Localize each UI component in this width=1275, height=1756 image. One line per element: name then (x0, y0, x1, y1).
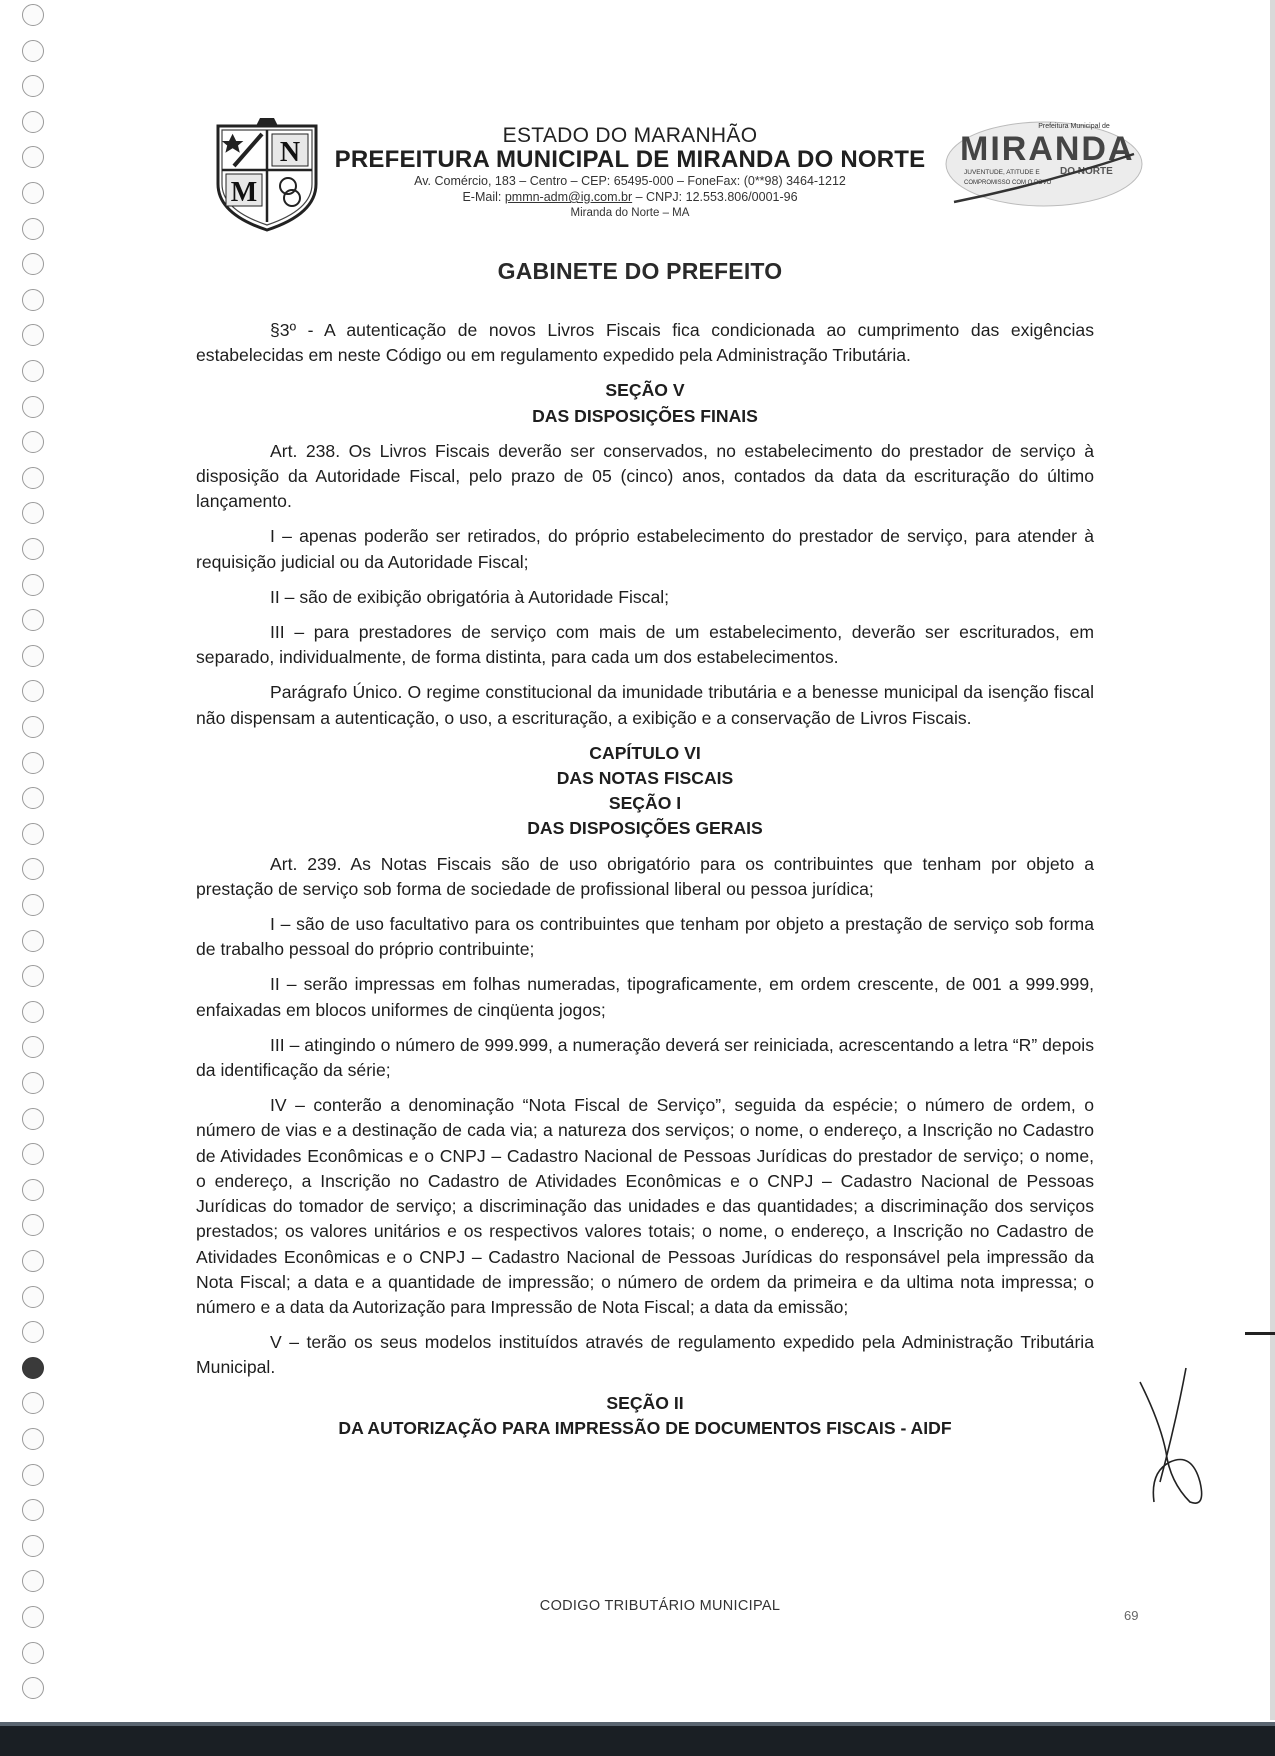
binder-hole (22, 146, 44, 168)
art-239-item-iii: III – atingindo o número de 999.999, a numeração deverá ser reiniciada, acrescentando a letra “R” depois da identificação da série; (196, 1034, 1094, 1081)
municipal-crest-logo (212, 114, 322, 234)
binder-hole (22, 930, 44, 952)
binder-hole (22, 538, 44, 560)
binder-hole (22, 716, 44, 738)
edge-mark (1245, 1332, 1275, 1335)
logo-sub-1: JUVENTUDE, ATITUDE E (964, 169, 1040, 176)
binder-hole (22, 1001, 44, 1023)
binder-hole (22, 1286, 44, 1308)
capitulo-vi-title: DAS NOTAS FISCAIS (556, 768, 734, 789)
binder-hole (22, 894, 44, 916)
binder-hole (22, 431, 44, 453)
scanner-bottom-border (0, 1722, 1275, 1756)
binder-hole (22, 1392, 44, 1414)
binder-hole (22, 1642, 44, 1664)
binder-hole (22, 111, 44, 133)
art-238-item-ii: II – são de exibição obrigatória à Autoridade Fiscal; (270, 586, 670, 607)
binder-hole (22, 1464, 44, 1486)
binder-hole (22, 1535, 44, 1557)
crest-letter-m: M (230, 177, 258, 208)
binder-hole (22, 1250, 44, 1272)
binder-hole (22, 680, 44, 702)
binder-hole (22, 1357, 44, 1379)
binder-hole (22, 502, 44, 524)
binder-hole (22, 645, 44, 667)
binder-hole (22, 609, 44, 631)
art-238-item-iii: III – para prestadores de serviço com mais de um estabelecimento, deverão ser escriturados, em separado, individualmente, de forma distinta, para cada um dos estabelecimentos. (196, 622, 1094, 668)
binder-hole (22, 1214, 44, 1236)
crest-letter-n: N (279, 137, 301, 168)
handwritten-initial (1130, 1362, 1210, 1512)
binder-hole (22, 218, 44, 240)
binder-hole (22, 858, 44, 880)
binder-hole (22, 289, 44, 311)
art-239: Art. 239. As Notas Fiscais são de uso obrigatório para os contribuintes que tenham por objeto a prestação de serviço sob forma de sociedade de profissional liberal ou pessoa jurídica; (196, 853, 1094, 899)
binder-hole (22, 1677, 44, 1699)
binder-hole (22, 787, 44, 809)
binder-hole (22, 1606, 44, 1628)
art-238-item-i: I – apenas poderão ser retirados, do próprio estabelecimento do prestador de serviço, para atender à requisição judicial ou da Autoridade Fiscal; (196, 526, 1094, 572)
logo-sub-3: COMPROMISSO COM O POVO (964, 180, 1052, 186)
art-238: Art. 238. Os Livros Fiscais deverão ser conservados, no estabelecimento do prestador de serviço à disposição da Autoridade Fiscal, pelo prazo de 05 (cinco) anos, contados da data da escrituração do último lançamento. (196, 440, 1094, 512)
paragrafo-unico: Parágrafo Único. O regime constitucional da imunidade tributária e a benesse municipal da isenção fiscal não dispensam a autenticação, o uso, a escrituração, a exibição e a conservação de Livros Fiscais. (196, 682, 1094, 728)
binder-hole (22, 1179, 44, 1201)
email-link[interactable]: pmmn-adm@ig.com.br (504, 190, 633, 204)
binder-hole (22, 1570, 44, 1592)
art-239-item-ii: II – serão impressas em folhas numeradas, tipograficamente, em ordem crescente, de 001 a 999.999, enfaixadas em blocos uniformes de cinqüenta jogos; (196, 974, 1094, 1020)
paragraph-3o: §3º - A autenticação de novos Livros Fiscais fica condicionada ao cumprimento das exigências estabelecidas em neste Código ou em regulamento expedido pela Administração Tributária. (196, 320, 1094, 366)
page-edge-shadow (1270, 0, 1275, 1720)
document-body (196, 318, 1094, 1441)
capitulo-vi-heading: CAPÍTULO VI (589, 742, 701, 763)
binder-hole (22, 396, 44, 418)
binder-holes (22, 0, 52, 1720)
binder-hole (22, 360, 44, 382)
binder-hole (22, 1321, 44, 1343)
secao-i-title: DAS DISPOSIÇÕES GERAIS (527, 818, 763, 839)
binder-hole (22, 1143, 44, 1165)
binder-hole (22, 40, 44, 62)
art-239-item-v: V – terão os seus modelos instituídos através de regulamento expedido pela Administração Tributária Municipal. (196, 1332, 1094, 1378)
email-label: E-Mail: (462, 190, 505, 204)
header-contact (320, 190, 940, 204)
binder-hole (22, 182, 44, 204)
binder-hole (22, 467, 44, 489)
miranda-logo (944, 114, 1144, 208)
binder-hole (22, 253, 44, 275)
binder-hole (22, 75, 44, 97)
gabinete-title: GABINETE DO PREFEITO (497, 258, 783, 284)
footer-title: CODIGO TRIBUTÁRIO MUNICIPAL (539, 1598, 781, 1614)
secao-i-heading: SEÇÃO I (608, 793, 682, 814)
header-city: Miranda do Norte – MA (570, 207, 690, 219)
logo-sub-2: DO NORTE (1060, 166, 1113, 177)
binder-hole (22, 324, 44, 346)
binder-hole (22, 4, 44, 26)
binder-hole (22, 1428, 44, 1450)
art-239-item-iv: IV – conterão a denominação “Nota Fiscal de Serviço”, seguida da espécie; o número de ordem, o número de vias e a destinação de cada via; a natureza dos serviços; o nome, o endereço, a Inscrição no Cadastro de Atividades Econômicas e o CNPJ – Cadastro Nacional de Pessoas Jurídicas do prestador de serviço; o nome, o endereço, a Inscrição no Cadastro de Atividades Econômicas e o CNPJ – Cadastro Nacional de Pessoas Jurídicas do tomador de serviço; a discriminação das unidades e das quantidades; a discriminação dos serviços prestados; os valores unitários e os respectivos valores totais; o nome, o endereço, a Inscrição no Cadastro de Atividades Econômicas e o CNPJ – Cadastro Nacional de Pessoas Jurídicas do responsável pela impressão da Nota Fiscal; a data e a quantidade de impressão; o número de ordem da primeira e da ultima nota impressa; o número e a data da Autorização para Impressão de Nota Fiscal; a data da emissão; (196, 1095, 1094, 1317)
cnpj-text: – CNPJ: 12.553.806/0001-96 (632, 190, 798, 204)
binder-hole (22, 574, 44, 596)
secao-v-title: DAS DISPOSIÇÕES FINAIS (532, 405, 758, 426)
binder-hole (22, 823, 44, 845)
header-address: Av. Comércio, 183 – Centro – CEP: 65495-000 – FoneFax: (0**98) 3464-1212 (414, 174, 846, 188)
logo-top-text: Prefeitura Municipal de (1038, 123, 1110, 130)
binder-hole (22, 965, 44, 987)
binder-hole (22, 1072, 44, 1094)
art-239-item-i: I – são de uso facultativo para os contribuintes que tenham por objeto a prestação de serviço sob forma de trabalho pessoal do próprio contribuinte; (196, 914, 1094, 960)
secao-ii-title: DA AUTORIZAÇÃO PARA IMPRESSÃO DE DOCUMENTOS FISCAIS - AIDF (338, 1417, 952, 1438)
logo-name: MIRANDA (960, 130, 1135, 168)
binder-hole (22, 1499, 44, 1521)
binder-hole (22, 1108, 44, 1130)
binder-hole (22, 1036, 44, 1058)
binder-hole (22, 752, 44, 774)
header-prefeitura: PREFEITURA MUNICIPAL DE MIRANDA DO NORTE (334, 146, 926, 173)
page-number: 69 (1124, 1608, 1139, 1623)
secao-ii-heading: SEÇÃO II (606, 1392, 684, 1413)
header-state: ESTADO DO MARANHÃO (502, 124, 758, 147)
secao-v-heading: SEÇÃO V (605, 380, 685, 401)
